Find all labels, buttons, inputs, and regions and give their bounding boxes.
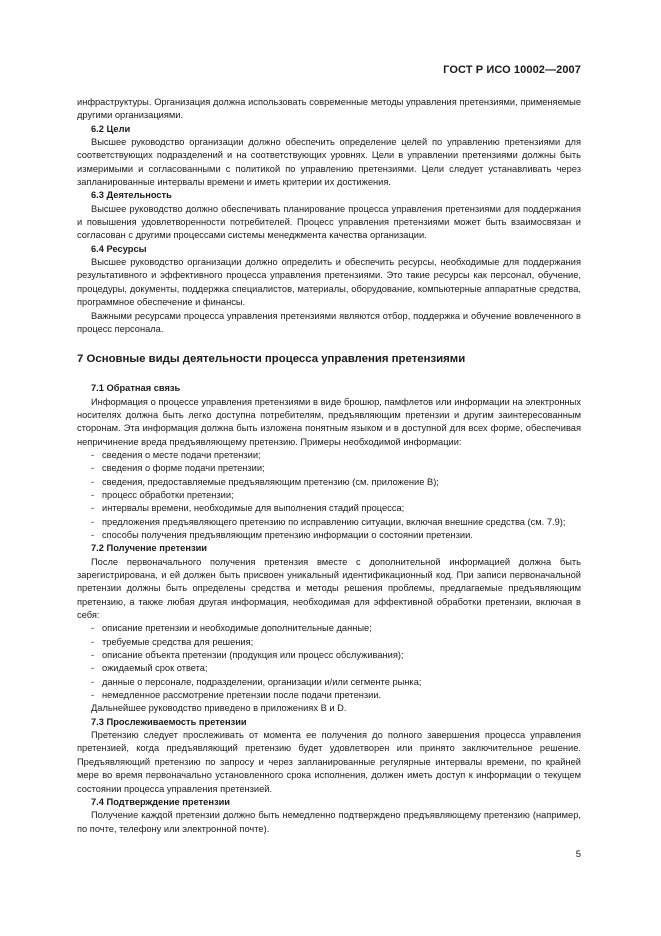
section-7-4-heading xyxy=(77,796,581,809)
section-number: 7.4 xyxy=(91,796,104,807)
section-number: 7.3 xyxy=(91,716,104,727)
section-6-4-heading xyxy=(77,243,581,256)
section-7-2-list xyxy=(77,622,581,702)
section-title: Подтверждение претензии xyxy=(106,796,231,807)
section-title: Получение претензии xyxy=(106,543,207,554)
section-6-2-text: Высшее руководство организации должно обеспечить определение целей по управлению претензиями для соответствующих подразделений и на соответствующих уровнях. Цели в управлении претензиями должны быть измеримыми и согласованными с политикой по управлению претензиями. Цели следует устанавливать через запланированные интервалы времени и иметь критерии их достижения. xyxy=(77,137,581,188)
section-6-3-heading xyxy=(77,189,581,202)
section-7-4-text: Получение каждой претензии должно быть немедленно подтверждено предъявляющему претензию (например, по почте, телефону или электронной почте). xyxy=(77,810,581,834)
section-7-3-text: Претензию следует прослеживать от момента ее получения до полного завершения процесса управления претензией, когда предъявляющий претензию будет удовлетворен или принято заключительное решение. Предъявляющий претензию по запросу и через запланированные регулярные интервалы времени, по крайней мере во время первоначально установленного срока исполнения, должен иметь доступ к информации о текущем состоянии процесса управления претензией. xyxy=(77,730,581,794)
section-6-2-heading xyxy=(77,123,581,136)
section-6-4-text-2: Важными ресурсами процесса управления претензиями являются отбор, поддержка и обучение вовлеченного в процесс персонала. xyxy=(77,310,581,334)
list-item: - данные о персонале, подразделении, организации и/или сегменте рынка; xyxy=(91,676,422,687)
section-title: Деятельность xyxy=(106,190,172,201)
list-item: - сведения о форме подачи претензии; xyxy=(91,463,265,474)
section-7-3-heading xyxy=(77,716,581,729)
section-7-2-text: После первоначального получения претензия вместе с дополнительной информацией должна быть зарегистрирована, и ей должен быть присвоен уникальный идентификационный код. При записи первоначальной претензии должны быть определены средства и методы решения проблемы, предлагаемые предъявляющим претензию, а также любая другая информация, необходимая для эффективной обработки претензии, включая в себя: xyxy=(77,556,581,621)
document-header: ГОСТ Р ИСО 10002—2007 xyxy=(443,64,581,76)
document-body xyxy=(77,96,581,836)
section-title: Обратная связь xyxy=(106,383,181,394)
list-item: - интервалы времени, необходимые для выполнения стадий процесса; xyxy=(91,503,405,514)
list-item: - требуемые средства для решения; xyxy=(91,636,254,647)
section-7-1-list xyxy=(77,449,581,542)
section-title: Ресурсы xyxy=(106,243,147,254)
section-title: Цели xyxy=(106,123,131,134)
list-item: - немедленное рассмотрение претензии после подачи претензии. xyxy=(91,690,382,701)
list-item: - сведения, предоставляемые предъявляющим претензию (см. приложение В); xyxy=(91,476,439,487)
section-title: Прослеживаемость претензии xyxy=(106,716,247,727)
list-item: - описание объекта претензии (продукция или процесс обслуживания); xyxy=(91,650,404,661)
section-number: 7.2 xyxy=(91,543,104,554)
list-item: - ожидаемый срок ответа; xyxy=(91,663,208,674)
page-number: 5 xyxy=(575,849,581,860)
section-number: 6.2 xyxy=(91,123,104,134)
section-7-1-text: Информация о процессе управления претензиями в виде брошюр, памфлетов или информации на электронных носителях должна быть легко доступна потребителям, предъявляющим претензии и другим заинтересованным сторонам. Эта информация должна быть изложена понятным языком и в доступной для всех форме, обеспечивая непричинение вреда предъявляющему претензию. Примеры необходимой информации: xyxy=(77,396,581,447)
intro-paragraph: инфраструктуры. Организация должна использовать современные методы управления претензиями, применяемые другими организациями. xyxy=(77,97,581,121)
section-number: 6.3 xyxy=(91,190,104,201)
section-number: 6.4 xyxy=(91,243,104,254)
section-number: 7.1 xyxy=(91,383,104,394)
list-item: - предложения предъявляющего претензию по исправлению ситуации, включая внешние средства (см. 7.9); xyxy=(91,516,566,527)
list-item: - описание претензии и необходимые дополнительные данные; xyxy=(91,623,372,634)
section-7-1-heading xyxy=(77,382,581,395)
list-item: - процесс обработки претензии; xyxy=(91,489,234,500)
section-7-title: 7 Основные виды деятельности процесса управления претензиями xyxy=(77,353,466,366)
list-item: - сведения о месте подачи претензии; xyxy=(91,449,261,460)
section-6-3-text: Высшее руководство должно обеспечивать планирование процесса управления претензиями для поддержания и повышения удовлетворенности потребителей. Процесс управления претензиями может быть взаимосвязан и согласован с другими процессами системы менеджмента качества организации. xyxy=(77,203,581,241)
section-7-2-heading xyxy=(77,542,581,555)
section-7-2-after: Дальнейшее руководство приведено в приложениях В и D. xyxy=(91,703,347,714)
list-item: - способы получения предъявляющим претензию информации о состоянии претензии. xyxy=(91,529,473,540)
section-6-4-text-1: Высшее руководство организации должно определить и обеспечить ресурсы, необходимые для поддержания результативного и эффективного процесса управления претензиями. Это такие ресурсы как персонал, обучение, процедуры, документы, поддержка специалистов, материалы, оборудование, компьютерные аппаратные средства, программное обеспечение и финансы. xyxy=(77,257,581,308)
